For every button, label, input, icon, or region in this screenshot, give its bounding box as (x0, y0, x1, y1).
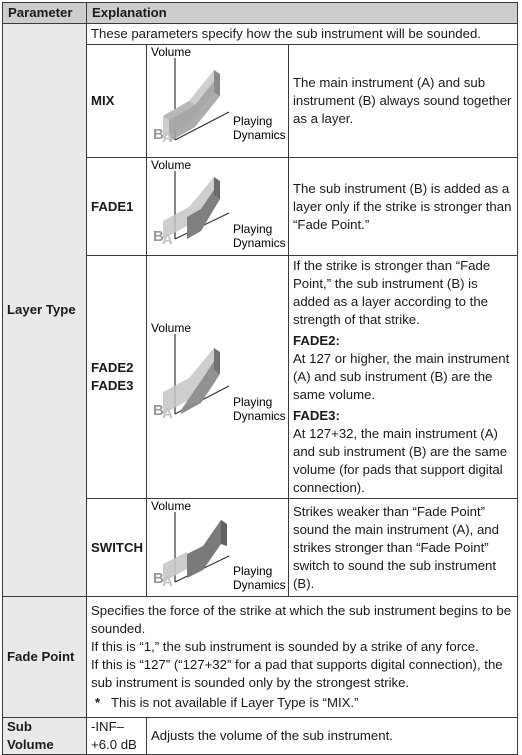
graph-volume-label: Volume (151, 322, 192, 335)
fade2-subheading: FADE2: (293, 333, 340, 348)
graph-label-a: A (162, 230, 173, 248)
graph-label-a: A (162, 129, 173, 146)
graph-playing-label: Playing (233, 563, 273, 578)
graph-volume-label: Volume (151, 46, 192, 59)
graph-dynamics-label: Dynamics (233, 128, 286, 142)
graph-volume-label: Volume (151, 499, 192, 513)
graph-dynamics-label: Dynamics (233, 577, 286, 592)
sub-volume-desc: Adjusts the volume of the sub instrument. (147, 718, 518, 755)
graph-dynamics-label: Dynamics (233, 409, 286, 423)
graph-playing-label: Playing (233, 395, 273, 409)
fade-point-desc: Specifies the force of the strike at which the sub instrument begins to be sounded. If this is “1,” the sub instrument is sounded by a strike of any force. If this is “127” (“127+32” for a pad that supports digital connection), the sub instrument is sounded only by the strongest strike. * This is not available if Layer Type is “MIX.” (87, 597, 518, 718)
header-explanation: Explanation (87, 3, 518, 24)
graph-label-b: B (153, 126, 164, 143)
graph-label-b: B (153, 569, 164, 587)
sub-volume-label: Sub Volume (3, 718, 87, 755)
layer-name-switch: SWITCH (87, 499, 147, 597)
fade3-desc: At 127+32, the main instrument (A) and sub instrument (B) are the same volume (for pads that support digital connection). (293, 426, 508, 495)
layer-desc-switch: Strikes weaker than “Fade Point” sound the main instrument (A), and strikes stronger than “Fade Point” switch to sound the sub instrument (B). (289, 499, 518, 597)
graph-label-b: B (153, 227, 164, 245)
graph-dynamics-label: Dynamics (233, 235, 286, 250)
mix-graph (147, 45, 289, 158)
layer-desc-mix: The main instrument (A) and sub instrument (B) always sound together as a layer. (289, 45, 518, 158)
header-parameter: Parameter (3, 3, 87, 24)
graph-label-a: A (162, 405, 173, 422)
layer-name-fade2-fade3: FADE2 FADE3 (87, 256, 147, 499)
sub-volume-row (3, 718, 518, 755)
layer-name-mix: MIX (87, 45, 147, 158)
layer-desc-fade2-fade3: If the strike is stronger than “Fade Point,” the sub instrument (B) is added as a layer according to the strength of that strike. FADE2: At 127 or higher, the main instrument (A) and sub instrument (B) are the same volume. FADE3: At 127+32, the main instrument (A) and sub instrument (B) are the same volume (for pads that support digital connection). (289, 256, 518, 499)
graph-playing-label: Playing (233, 114, 273, 128)
fade-point-note: * This is not available if Layer Type is “MIX.” (95, 695, 359, 710)
graph-playing-label: Playing (233, 221, 273, 236)
layer-type-label: Layer Type (3, 24, 87, 597)
header-row (3, 3, 518, 24)
sub-volume-range: -INF– +6.0 dB (87, 718, 147, 755)
layer-type-intro: These parameters specify how the sub instrument will be sounded. (87, 24, 518, 45)
fade3-subheading: FADE3: (293, 408, 340, 423)
fade-point-row (3, 597, 518, 718)
parameter-table (2, 2, 518, 755)
layer-desc-fade1: The sub instrument (B) is added as a layer only if the strike is stronger than “Fade Point.” (289, 158, 518, 256)
graph-volume-label: Volume (151, 158, 192, 172)
layer-type-intro-row (3, 24, 518, 45)
fade-point-label: Fade Point (3, 597, 87, 718)
switch-graph (147, 499, 289, 597)
fade2-fade3-graph (147, 256, 289, 499)
graph-label-a: A (162, 572, 173, 590)
graph-label-b: B (153, 402, 164, 419)
fade2-desc: At 127 or higher, the main instrument (A) and sub instrument (B) are the same volume. (293, 351, 510, 402)
fade1-graph (147, 158, 289, 256)
layer-name-fade1: FADE1 (87, 158, 147, 256)
